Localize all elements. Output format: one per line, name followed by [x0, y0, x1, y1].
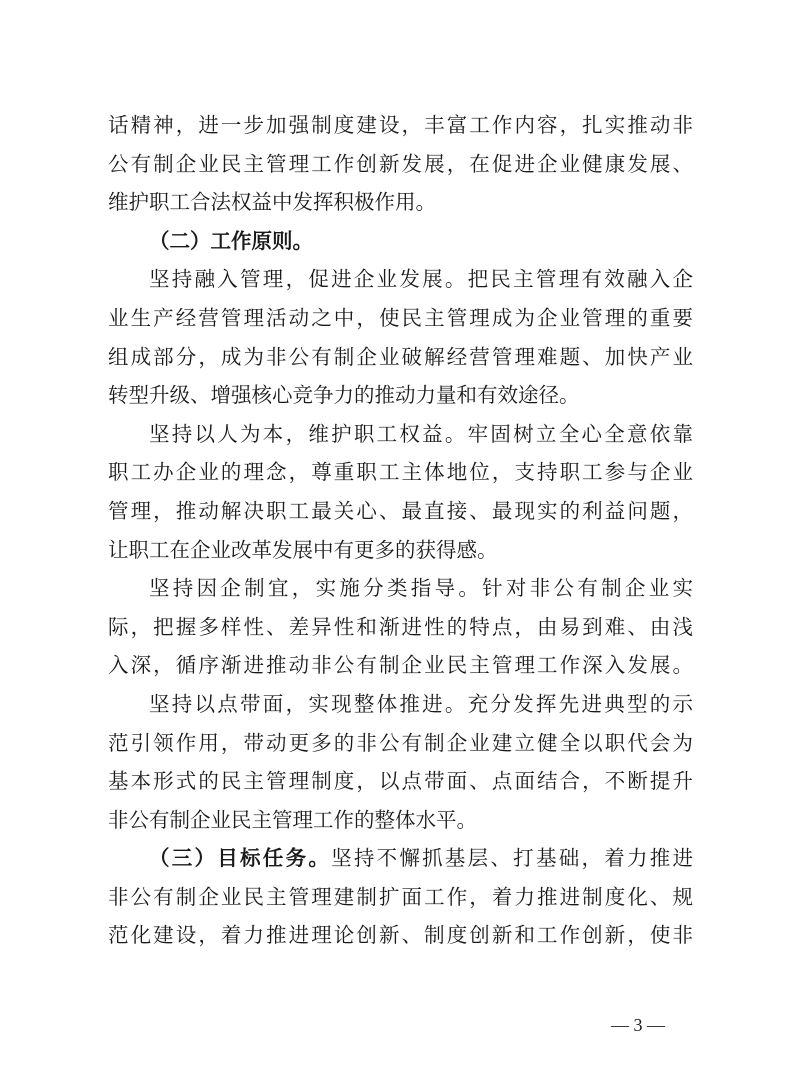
objectives-first-line: 坚持不懈抓基层、打基础，着力推进	[331, 846, 694, 871]
text-line: 组成部分，成为非公有制企业破解经营管理难题、加快产业	[108, 344, 693, 369]
text-line: 入深，循序渐进推动非公有制企业民主管理工作深入发展。	[108, 653, 693, 678]
text-line: 话精神，进一步加强制度建设，丰富工作内容，扎实推动非	[108, 113, 693, 137]
objectives-paragraph	[108, 839, 693, 955]
text-line: 非公有制企业民主管理工作的整体水平。	[108, 807, 477, 832]
text-line: 际，把握多样性、差异性和渐进性的特点，由易到难、由浅	[108, 614, 693, 639]
text-line: 让职工在企业改革发展中有更多的获得感。	[108, 537, 498, 562]
text-line	[108, 839, 693, 878]
text-line: 坚持融入管理，促进企业发展。把民主管理有效融入企	[149, 267, 693, 292]
text-line: 业生产经营管理活动之中，使民主管理成为企业管理的重要	[108, 305, 693, 330]
text-line: 坚持因企制宜，实施分类指导。针对非公有制企业实	[149, 576, 693, 601]
intro-paragraph	[108, 106, 693, 222]
text-line: 范化建设，着力推进理论创新、制度创新和工作创新，使非	[108, 923, 693, 948]
text-line: 职工办企业的理念，尊重职工主体地位，支持职工参与企业	[108, 460, 693, 485]
principle-paragraph-3	[108, 569, 693, 685]
text-line: 坚持以点带面，实现整体推进。充分发挥先进典型的示	[149, 691, 693, 716]
text-line: 基本形式的民主管理制度，以点带面、点面结合，不断提升	[108, 769, 693, 794]
text-line: 公有制企业民主管理工作创新发展，在促进企业健康发展、	[108, 151, 693, 176]
text-line: 坚持以人为本，维护职工权益。牢固树立全心全意依靠	[149, 421, 693, 446]
principle-paragraph-4	[108, 685, 693, 839]
text-line: 维护职工合法权益中发挥积极作用。	[108, 190, 436, 215]
text-line: 转型升级、增强核心竞争力的推动力量和有效途径。	[108, 383, 580, 408]
text-line: 范引领作用，带动更多的非公有制企业建立健全以职代会为	[108, 730, 693, 755]
section-heading-objectives: （三）目标任务。	[149, 846, 332, 871]
section-heading-principles: （二）工作原则。	[149, 228, 313, 253]
text-line: 非公有制企业民主管理建制扩面工作，着力推进制度化、规	[108, 884, 693, 909]
document-body	[108, 106, 693, 955]
text-line: 管理，推动解决职工最关心、最直接、最现实的利益问题，	[108, 498, 693, 523]
principle-paragraph-1	[108, 260, 693, 414]
principle-paragraph-2	[108, 415, 693, 569]
page-number: — 3 —	[611, 1015, 665, 1035]
